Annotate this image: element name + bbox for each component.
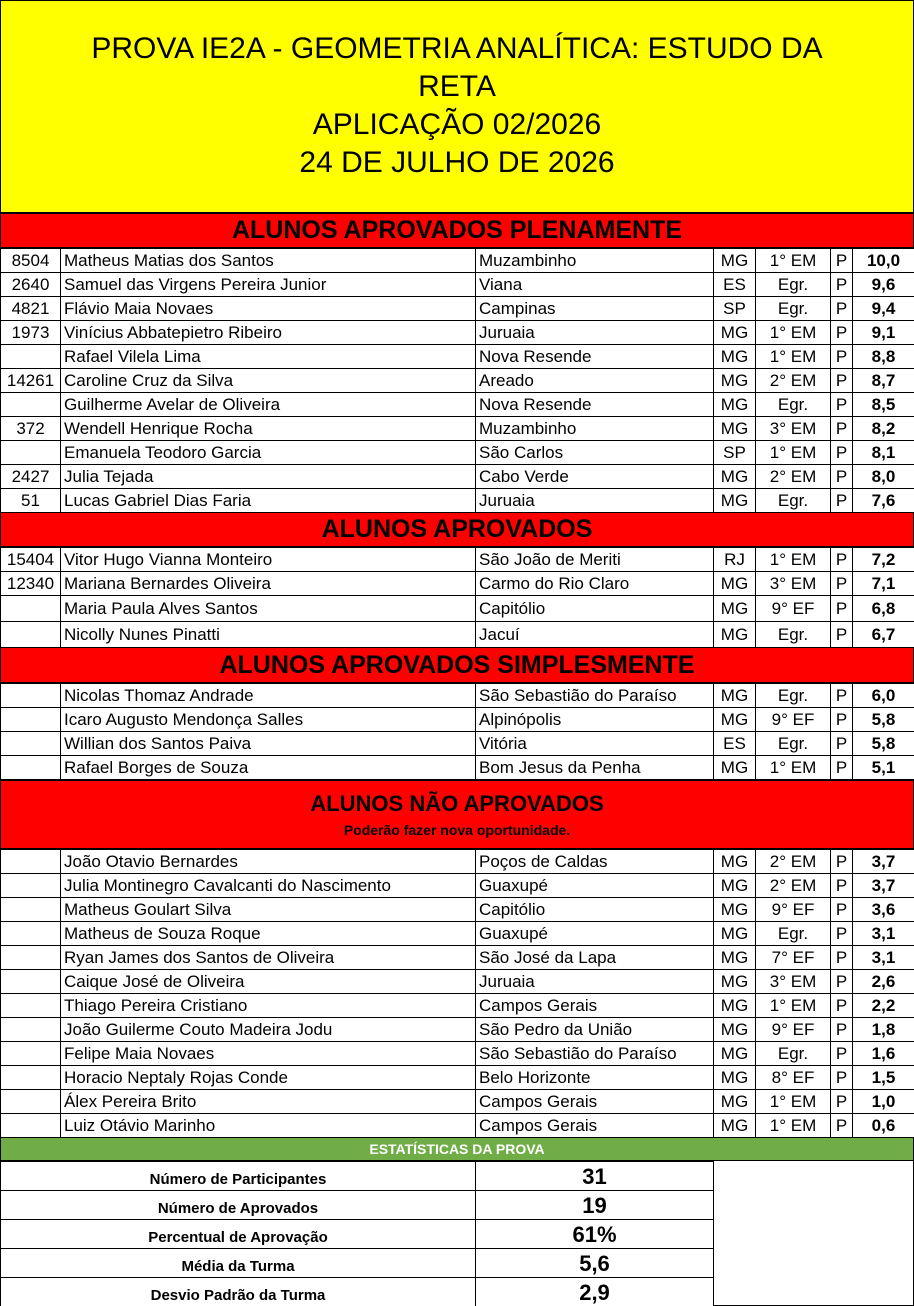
table-row [1, 1042, 914, 1066]
table-row [1, 970, 914, 994]
student-status-cell: P [831, 273, 853, 297]
student-state-cell: MG [714, 249, 756, 273]
table-row [1, 489, 914, 513]
student-id-cell [1, 1042, 61, 1066]
student-city-cell: Vitória [476, 732, 714, 756]
table-row [1, 369, 914, 393]
table-row [1, 393, 914, 417]
student-city-cell: Nova Resende [476, 393, 714, 417]
student-score-cell: 3,1 [853, 946, 914, 970]
student-city-cell: Cabo Verde [476, 465, 714, 489]
stats-label: Média da Turma [1, 1249, 476, 1278]
student-city-cell: Guaxupé [476, 874, 714, 898]
stats-label: Percentual de Aprovação [1, 1220, 476, 1249]
stats-label: Número de Aprovados [1, 1191, 476, 1220]
student-score-cell: 9,1 [853, 321, 914, 345]
student-name-cell: Álex Pereira Brito [61, 1090, 476, 1114]
student-status-cell: P [831, 970, 853, 994]
student-name-cell: Matheus Goulart Silva [61, 898, 476, 922]
student-id-cell [1, 922, 61, 946]
student-id-cell [1, 1090, 61, 1114]
student-state-cell: MG [714, 393, 756, 417]
student-grade-cell: Egr. [756, 622, 831, 648]
student-id-cell: 51 [1, 489, 61, 513]
student-grade-cell: 7° EF [756, 946, 831, 970]
student-name-cell: Luiz Otávio Marinho [61, 1114, 476, 1138]
student-status-cell: P [831, 441, 853, 465]
student-name-cell: Guilherme Avelar de Oliveira [61, 393, 476, 417]
student-city-cell: Muzambinho [476, 417, 714, 441]
table-row [1, 548, 914, 572]
student-state-cell: MG [714, 850, 756, 874]
student-score-cell: 10,0 [853, 249, 914, 273]
student-name-cell: Samuel das Virgens Pereira Junior [61, 273, 476, 297]
student-status-cell: P [831, 1090, 853, 1114]
student-name-cell: Felipe Maia Novaes [61, 1042, 476, 1066]
student-score-cell: 8,2 [853, 417, 914, 441]
table-row [1, 732, 914, 756]
table-row [1, 417, 914, 441]
student-id-cell [1, 684, 61, 708]
table-row [1, 1066, 914, 1090]
student-state-cell: MG [714, 1114, 756, 1138]
student-score-cell: 6,7 [853, 622, 914, 648]
student-name-cell: Matheus Matias dos Santos [61, 249, 476, 273]
student-score-cell: 9,4 [853, 297, 914, 321]
stats-label: Número de Participantes [1, 1162, 476, 1191]
student-status-cell: P [831, 756, 853, 780]
student-status-cell: P [831, 1018, 853, 1042]
student-id-cell [1, 874, 61, 898]
student-score-cell: 2,2 [853, 994, 914, 1018]
table-row [1, 684, 914, 708]
student-state-cell: RJ [714, 548, 756, 572]
student-city-cell: São Sebastião do Paraíso [476, 1042, 714, 1066]
student-score-cell: 8,8 [853, 345, 914, 369]
table-row [1, 273, 914, 297]
student-state-cell: MG [714, 596, 756, 622]
student-grade-cell: 1° EM [756, 441, 831, 465]
student-grade-cell: Egr. [756, 297, 831, 321]
student-city-cell: São Sebastião do Paraíso [476, 684, 714, 708]
student-id-cell: 2427 [1, 465, 61, 489]
student-status-cell: P [831, 922, 853, 946]
student-state-cell: MG [714, 345, 756, 369]
student-id-cell: 372 [1, 417, 61, 441]
section-table [0, 547, 914, 648]
table-row [1, 850, 914, 874]
student-grade-cell: 9° EF [756, 898, 831, 922]
student-name-cell: Flávio Maia Novaes [61, 297, 476, 321]
student-status-cell: P [831, 732, 853, 756]
student-grade-cell: 1° EM [756, 345, 831, 369]
student-id-cell: 14261 [1, 369, 61, 393]
student-score-cell: 1,0 [853, 1090, 914, 1114]
student-name-cell: Lucas Gabriel Dias Faria [61, 489, 476, 513]
section-table [0, 248, 914, 513]
student-grade-cell: 2° EM [756, 850, 831, 874]
student-grade-cell: 2° EM [756, 369, 831, 393]
section-header [0, 780, 914, 849]
student-grade-cell: 1° EM [756, 321, 831, 345]
table-row [1, 321, 914, 345]
student-score-cell: 9,6 [853, 273, 914, 297]
student-state-cell: MG [714, 898, 756, 922]
student-grade-cell: 9° EF [756, 708, 831, 732]
table-row [1, 708, 914, 732]
student-score-cell: 2,6 [853, 970, 914, 994]
table-row [1, 465, 914, 489]
student-grade-cell: 2° EM [756, 465, 831, 489]
stats-row [1, 1249, 714, 1278]
student-state-cell: MG [714, 489, 756, 513]
stats-table [0, 1161, 714, 1306]
student-grade-cell: 9° EF [756, 1018, 831, 1042]
stats-value: 19 [476, 1191, 714, 1220]
student-city-cell: Poços de Caldas [476, 850, 714, 874]
student-score-cell: 8,5 [853, 393, 914, 417]
student-city-cell: São José da Lapa [476, 946, 714, 970]
table-row [1, 249, 914, 273]
exam-date: 24 DE JULHO DE 2026 [299, 146, 615, 179]
exam-title-line1: PROVA IE2A - GEOMETRIA ANALÍTICA: ESTUDO DA [91, 32, 823, 65]
student-state-cell: MG [714, 465, 756, 489]
student-name-cell: Matheus de Souza Roque [61, 922, 476, 946]
student-status-cell: P [831, 874, 853, 898]
table-row [1, 874, 914, 898]
student-id-cell [1, 898, 61, 922]
student-state-cell: MG [714, 684, 756, 708]
student-status-cell: P [831, 684, 853, 708]
student-id-cell [1, 756, 61, 780]
student-city-cell: Juruaia [476, 321, 714, 345]
student-status-cell: P [831, 249, 853, 273]
student-score-cell: 3,7 [853, 850, 914, 874]
student-score-cell: 5,8 [853, 708, 914, 732]
student-score-cell: 8,0 [853, 465, 914, 489]
stats-row [1, 1162, 714, 1191]
student-id-cell: 2640 [1, 273, 61, 297]
student-name-cell: Caique José de Oliveira [61, 970, 476, 994]
student-status-cell: P [831, 850, 853, 874]
student-city-cell: Viana [476, 273, 714, 297]
student-id-cell [1, 994, 61, 1018]
section-title: ALUNOS APROVADOS PLENAMENTE [231, 216, 683, 244]
student-name-cell: Nicolly Nunes Pinatti [61, 622, 476, 648]
student-grade-cell: Egr. [756, 684, 831, 708]
student-id-cell [1, 622, 61, 648]
student-name-cell: Nicolas Thomaz Andrade [61, 684, 476, 708]
student-status-cell: P [831, 489, 853, 513]
student-state-cell: MG [714, 1090, 756, 1114]
student-score-cell: 1,6 [853, 1042, 914, 1066]
student-name-cell: Maria Paula Alves Santos [61, 596, 476, 622]
student-score-cell: 7,2 [853, 548, 914, 572]
stats-row [1, 1278, 714, 1306]
student-city-cell: Campos Gerais [476, 1114, 714, 1138]
student-status-cell: P [831, 898, 853, 922]
exam-application-label: APLICAÇÃO 02/2026 [312, 108, 602, 141]
student-state-cell: MG [714, 369, 756, 393]
section-subtitle: Poderão fazer nova oportunidade. [343, 822, 571, 838]
student-grade-cell: 1° EM [756, 548, 831, 572]
student-city-cell: Campos Gerais [476, 994, 714, 1018]
student-id-cell [1, 732, 61, 756]
exam-title-block [0, 0, 914, 213]
student-score-cell: 3,7 [853, 874, 914, 898]
table-row [1, 345, 914, 369]
student-name-cell: João Guilerme Couto Madeira Jodu [61, 1018, 476, 1042]
student-city-cell: Nova Resende [476, 345, 714, 369]
student-grade-cell: 9° EF [756, 596, 831, 622]
student-grade-cell: Egr. [756, 393, 831, 417]
student-status-cell: P [831, 1114, 853, 1138]
student-grade-cell: Egr. [756, 489, 831, 513]
table-row [1, 946, 914, 970]
student-status-cell: P [831, 946, 853, 970]
table-row [1, 898, 914, 922]
student-status-cell: P [831, 994, 853, 1018]
table-row [1, 1018, 914, 1042]
stats-empty-area [713, 1161, 914, 1306]
student-city-cell: São João de Meriti [476, 548, 714, 572]
student-name-cell: Mariana Bernardes Oliveira [61, 572, 476, 596]
student-name-cell: Rafael Borges de Souza [61, 756, 476, 780]
stats-header: ESTATÍSTICAS DA PROVA [0, 1137, 914, 1161]
student-city-cell: Jacuí [476, 622, 714, 648]
student-id-cell: 8504 [1, 249, 61, 273]
student-state-cell: MG [714, 922, 756, 946]
student-grade-cell: Egr. [756, 273, 831, 297]
student-name-cell: Rafael Vilela Lima [61, 345, 476, 369]
student-status-cell: P [831, 622, 853, 648]
student-status-cell: P [831, 417, 853, 441]
student-name-cell: Vitor Hugo Vianna Monteiro [61, 548, 476, 572]
student-id-cell: 12340 [1, 572, 61, 596]
student-name-cell: Emanuela Teodoro Garcia [61, 441, 476, 465]
student-score-cell: 1,8 [853, 1018, 914, 1042]
table-row [1, 596, 914, 622]
student-score-cell: 3,1 [853, 922, 914, 946]
student-score-cell: 6,0 [853, 684, 914, 708]
student-name-cell: Vinícius Abbatepietro Ribeiro [61, 321, 476, 345]
student-status-cell: P [831, 369, 853, 393]
student-id-cell [1, 1114, 61, 1138]
student-id-cell [1, 1066, 61, 1090]
student-grade-cell: 1° EM [756, 1090, 831, 1114]
student-state-cell: ES [714, 732, 756, 756]
table-row [1, 572, 914, 596]
student-grade-cell: 3° EM [756, 572, 831, 596]
student-city-cell: Juruaia [476, 970, 714, 994]
student-id-cell [1, 708, 61, 732]
student-score-cell: 5,1 [853, 756, 914, 780]
student-state-cell: MG [714, 708, 756, 732]
student-score-cell: 7,6 [853, 489, 914, 513]
student-grade-cell: 8° EF [756, 1066, 831, 1090]
student-state-cell: MG [714, 622, 756, 648]
student-grade-cell: 3° EM [756, 970, 831, 994]
student-status-cell: P [831, 708, 853, 732]
stats-value: 61% [476, 1220, 714, 1249]
student-state-cell: MG [714, 1018, 756, 1042]
student-state-cell: MG [714, 874, 756, 898]
student-city-cell: Alpinópolis [476, 708, 714, 732]
student-grade-cell: 1° EM [756, 994, 831, 1018]
student-state-cell: MG [714, 756, 756, 780]
student-status-cell: P [831, 321, 853, 345]
student-id-cell: 1973 [1, 321, 61, 345]
student-city-cell: Belo Horizonte [476, 1066, 714, 1090]
student-state-cell: MG [714, 321, 756, 345]
table-row [1, 1114, 914, 1138]
student-name-cell: Caroline Cruz da Silva [61, 369, 476, 393]
student-id-cell [1, 850, 61, 874]
student-grade-cell: 3° EM [756, 417, 831, 441]
student-city-cell: Bom Jesus da Penha [476, 756, 714, 780]
student-grade-cell: 1° EM [756, 249, 831, 273]
table-row [1, 756, 914, 780]
table-row [1, 297, 914, 321]
student-status-cell: P [831, 1042, 853, 1066]
student-id-cell: 15404 [1, 548, 61, 572]
table-row [1, 994, 914, 1018]
student-id-cell [1, 393, 61, 417]
student-score-cell: 7,1 [853, 572, 914, 596]
student-name-cell: Icaro Augusto Mendonça Salles [61, 708, 476, 732]
section-title: ALUNOS APROVADOS [321, 515, 593, 543]
student-name-cell: João Otavio Bernardes [61, 850, 476, 874]
student-state-cell: MG [714, 1066, 756, 1090]
student-id-cell [1, 596, 61, 622]
student-city-cell: São Pedro da União [476, 1018, 714, 1042]
student-state-cell: MG [714, 417, 756, 441]
stats-row [1, 1191, 714, 1220]
student-grade-cell: Egr. [756, 732, 831, 756]
student-status-cell: P [831, 297, 853, 321]
student-id-cell [1, 345, 61, 369]
student-city-cell: Capitólio [476, 898, 714, 922]
student-status-cell: P [831, 596, 853, 622]
student-city-cell: Capitólio [476, 596, 714, 622]
student-name-cell: Willian dos Santos Paiva [61, 732, 476, 756]
table-row [1, 922, 914, 946]
student-city-cell: Guaxupé [476, 922, 714, 946]
stats-label: Desvio Padrão da Turma [1, 1278, 476, 1306]
stats-value: 31 [476, 1162, 714, 1191]
student-state-cell: MG [714, 970, 756, 994]
student-name-cell: Horacio Neptaly Rojas Conde [61, 1066, 476, 1090]
student-id-cell [1, 441, 61, 465]
student-state-cell: MG [714, 1042, 756, 1066]
student-id-cell [1, 1018, 61, 1042]
student-name-cell: Julia Montinegro Cavalcanti do Nascimento [61, 874, 476, 898]
student-state-cell: MG [714, 572, 756, 596]
section-table [0, 849, 914, 1138]
student-id-cell [1, 970, 61, 994]
student-city-cell: Muzambinho [476, 249, 714, 273]
section-title: ALUNOS NÃO APROVADOS [310, 791, 604, 816]
student-status-cell: P [831, 345, 853, 369]
student-grade-cell: Egr. [756, 1042, 831, 1066]
section-header [0, 512, 914, 547]
student-score-cell: 0,6 [853, 1114, 914, 1138]
student-status-cell: P [831, 572, 853, 596]
section-title: ALUNOS APROVADOS SIMPLESMENTE [219, 651, 695, 679]
student-status-cell: P [831, 1066, 853, 1090]
student-id-cell: 4821 [1, 297, 61, 321]
student-name-cell: Thiago Pereira Cristiano [61, 994, 476, 1018]
student-state-cell: SP [714, 297, 756, 321]
student-grade-cell: Egr. [756, 922, 831, 946]
student-name-cell: Julia Tejada [61, 465, 476, 489]
stats-value: 5,6 [476, 1249, 714, 1278]
stats-value: 2,9 [476, 1278, 714, 1306]
exam-title-line2: RETA [418, 70, 496, 103]
student-state-cell: SP [714, 441, 756, 465]
stats-row [1, 1220, 714, 1249]
student-score-cell: 3,6 [853, 898, 914, 922]
student-status-cell: P [831, 465, 853, 489]
table-row [1, 1090, 914, 1114]
student-name-cell: Wendell Henrique Rocha [61, 417, 476, 441]
section-header [0, 647, 914, 683]
student-city-cell: Campinas [476, 297, 714, 321]
student-city-cell: Campos Gerais [476, 1090, 714, 1114]
student-score-cell: 8,7 [853, 369, 914, 393]
student-score-cell: 5,8 [853, 732, 914, 756]
student-id-cell [1, 946, 61, 970]
student-name-cell: Ryan James dos Santos de Oliveira [61, 946, 476, 970]
student-city-cell: Carmo do Rio Claro [476, 572, 714, 596]
student-score-cell: 8,1 [853, 441, 914, 465]
student-grade-cell: 1° EM [756, 1114, 831, 1138]
student-grade-cell: 2° EM [756, 874, 831, 898]
student-city-cell: Juruaia [476, 489, 714, 513]
student-status-cell: P [831, 393, 853, 417]
student-status-cell: P [831, 548, 853, 572]
student-city-cell: Areado [476, 369, 714, 393]
student-score-cell: 1,5 [853, 1066, 914, 1090]
student-score-cell: 6,8 [853, 596, 914, 622]
section-header [0, 213, 914, 248]
student-state-cell: MG [714, 994, 756, 1018]
student-state-cell: MG [714, 946, 756, 970]
table-row [1, 622, 914, 648]
table-row [1, 441, 914, 465]
section-table [0, 683, 914, 780]
student-grade-cell: 1° EM [756, 756, 831, 780]
student-city-cell: São Carlos [476, 441, 714, 465]
student-state-cell: ES [714, 273, 756, 297]
